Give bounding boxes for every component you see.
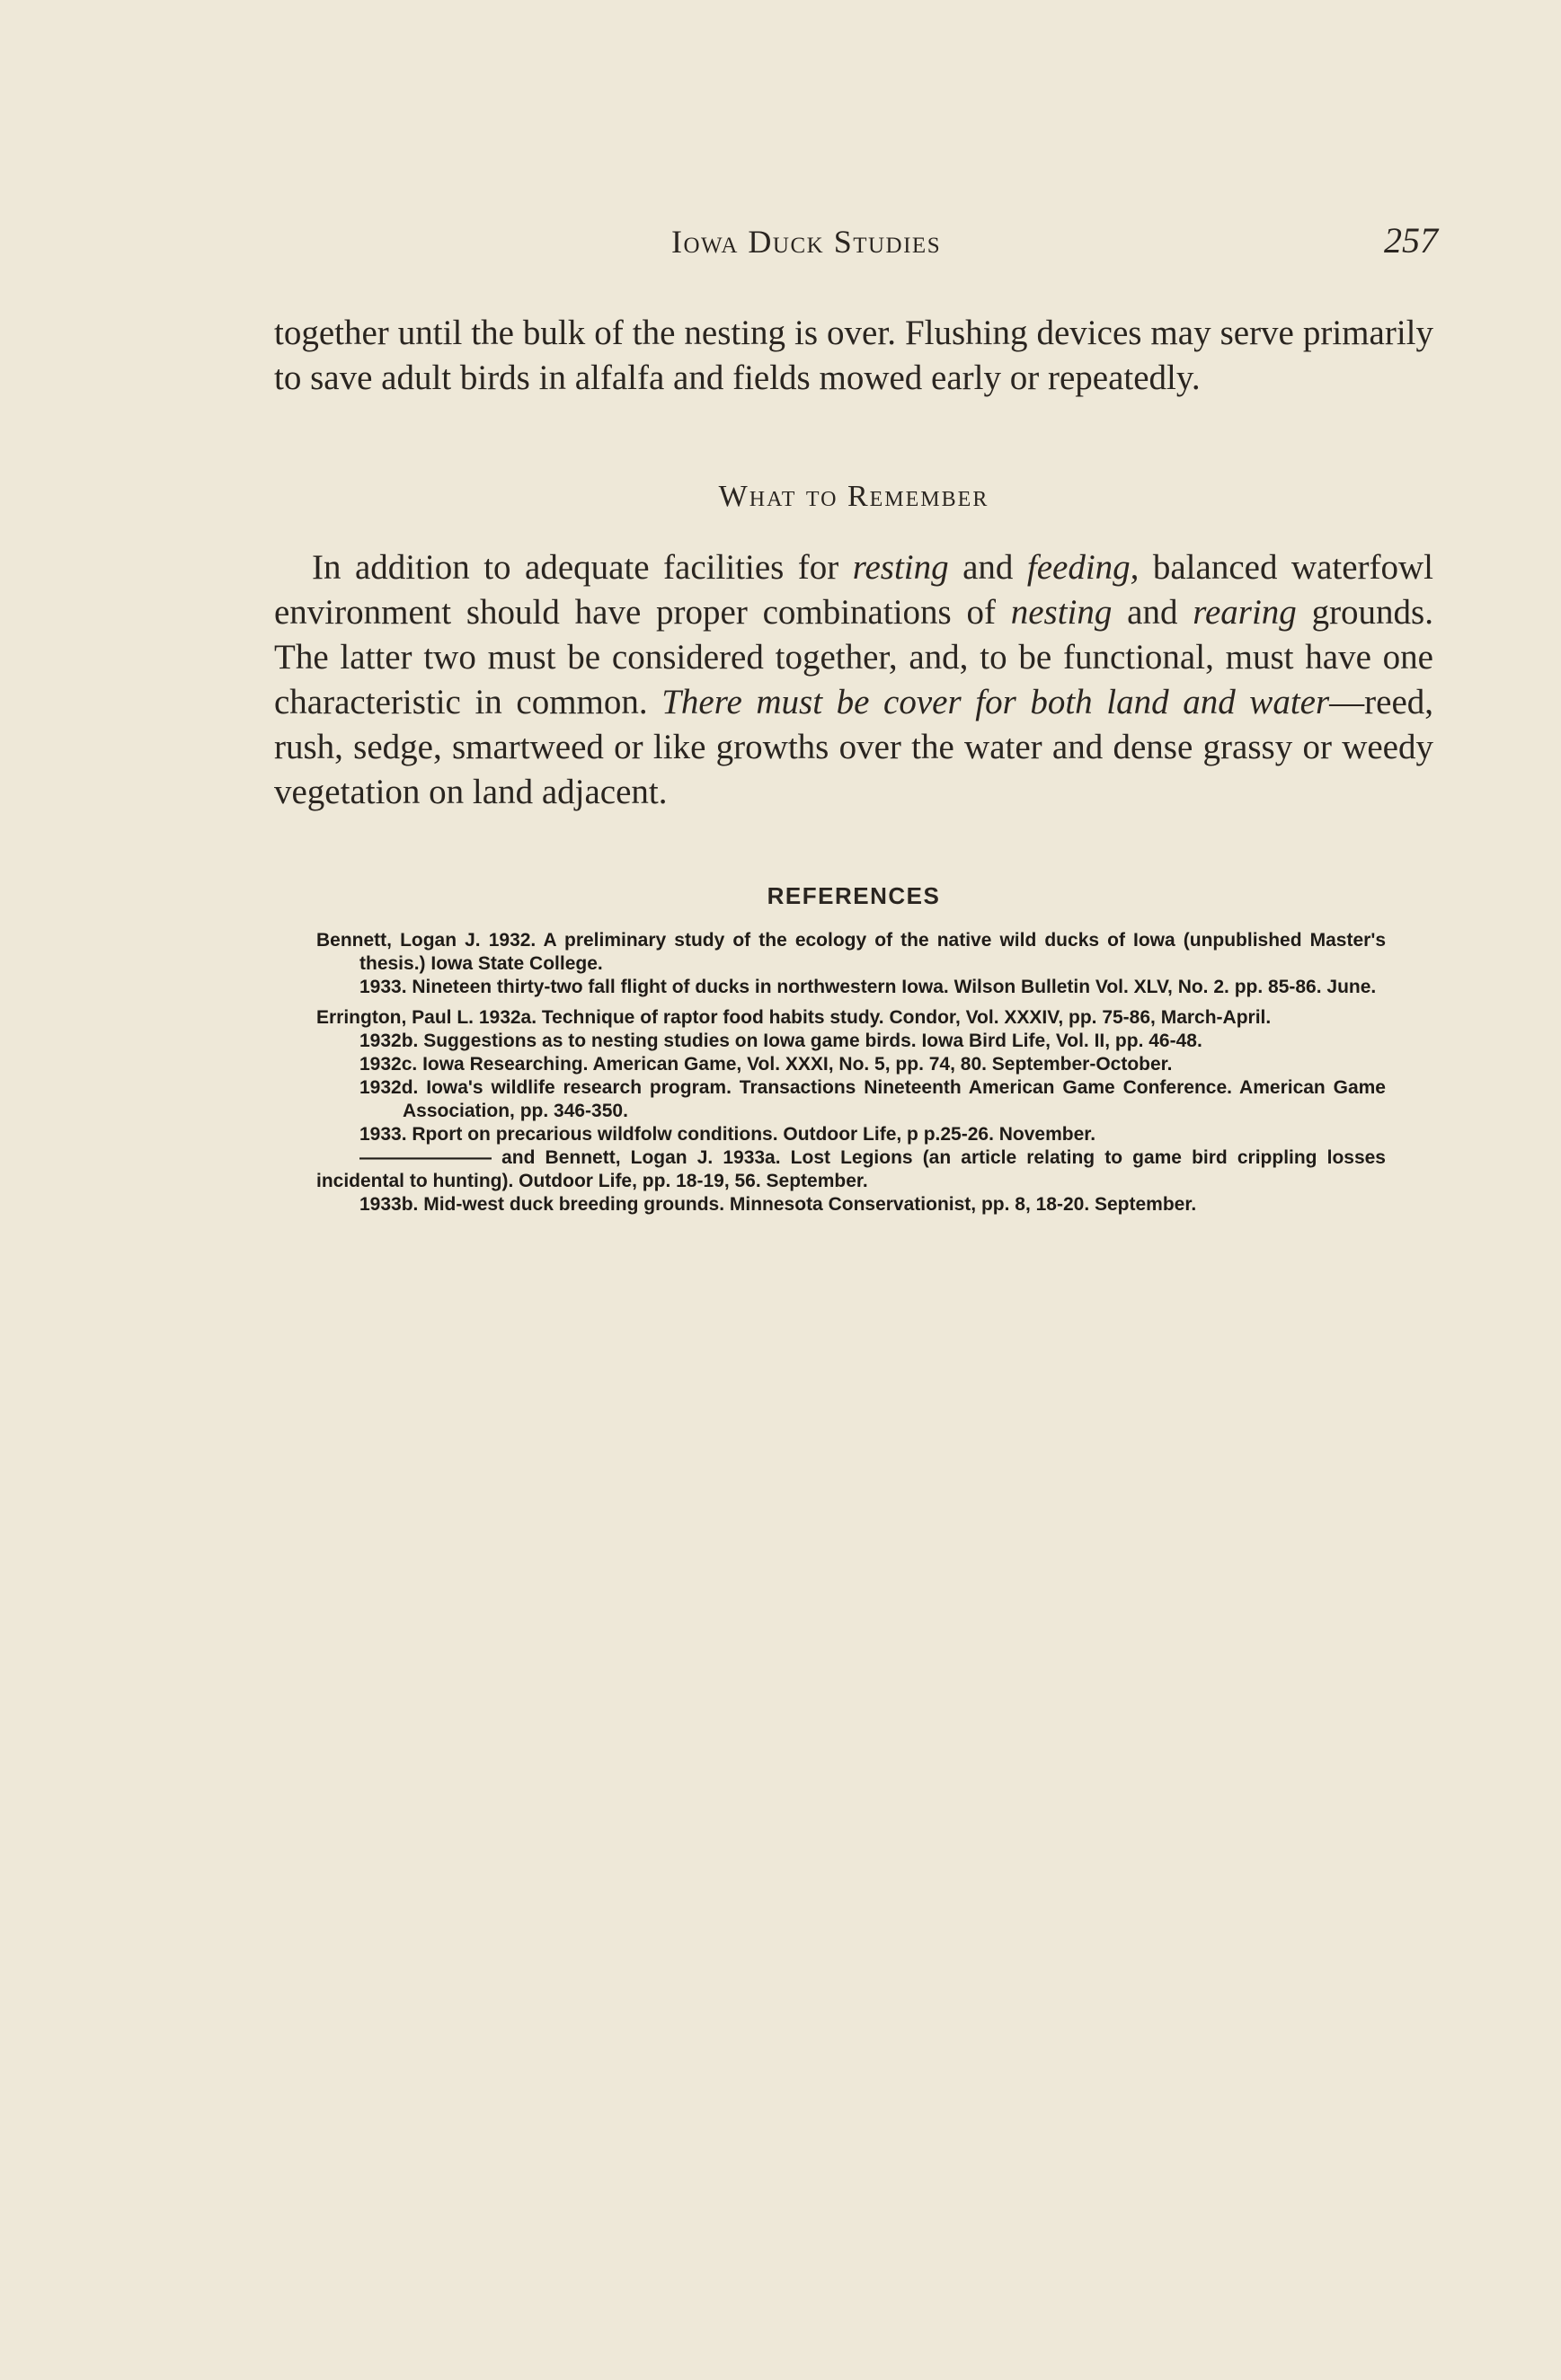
reference-entry: 1932b. Suggestions as to nesting studies on Iowa game birds. Iowa Bird Life, Vol. II, pp. 46-48. xyxy=(359,1031,1202,1051)
paragraph-continued: together until the bulk of the nesting is over. Flushing devices may serve primarily to save adult birds in alfalfa and fields mowed early or repeatedly. xyxy=(274,314,1433,397)
text-run: balanced waterfowl environment should have proper combinations of xyxy=(274,548,1433,632)
emphasis-cover: There must be cover for both land and water xyxy=(661,683,1330,721)
reference-entry: 1932d. Iowa's wildlife research program. Transactions Nineteenth American Game Conference. American Game Association, pp. 346-350. xyxy=(359,1077,1386,1121)
running-head xyxy=(270,220,1438,268)
reference-entry: Errington, Paul L. 1932a. Technique of raptor food habits study. Condor, Vol. XXXIV, pp. 75-86, March-April. xyxy=(316,1007,1272,1028)
page-number: 257 xyxy=(1384,220,1438,261)
text-run: —reed, rush, sedge, smartweed or like growths over the water and dense grassy or weedy vegetation on land adjacent. xyxy=(274,683,1434,811)
emphasis-resting: resting xyxy=(852,548,949,587)
emphasis-feeding: feeding, xyxy=(1026,548,1140,587)
emphasis-nesting: nesting xyxy=(1010,593,1113,632)
reference-entry: 1933. Nineteen thirty-two fall flight of ducks in northwestern Iowa. Wilson Bulletin Vol. XLV, No. 2. pp. 85-86. June. xyxy=(359,977,1377,997)
section-heading: What to Remember xyxy=(718,480,989,513)
text-run: and xyxy=(1112,593,1193,632)
reference-entry: ——————— and Bennett, Logan J. 1933a. Lost Legions (an article relating to game bird crippling losses incidental to hunting). Outdoor Life, pp. 18-19, 56. September. xyxy=(316,1147,1386,1191)
text-run: and xyxy=(948,548,1027,587)
reference-entry: 1932c. Iowa Researching. American Game, Vol. XXXI, No. 5, pp. 74, 80. September-October. xyxy=(359,1054,1173,1075)
reference-entry: Bennett, Logan J. 1932. A preliminary study of the ecology of the native wild ducks of Iowa (unpublished Master's thesis.) Iowa State College. xyxy=(316,930,1386,974)
text-run: In addition to adequate facilities for xyxy=(312,548,853,587)
reference-entry: 1933b. Mid-west duck breeding grounds. Minnesota Conservationist, pp. 8, 18-20. September. xyxy=(359,1194,1197,1215)
references-heading: REFERENCES xyxy=(767,882,941,909)
text-run: grounds. The latter two must be considered together, and, to be functional, must have one characteristic in common. xyxy=(274,593,1433,721)
paragraph-what-to-remember xyxy=(274,545,1433,815)
running-head-title: Iowa Duck Studies xyxy=(671,224,942,260)
references-list xyxy=(316,929,1386,1217)
reference-entry: 1933. Rport on precarious wildfolw conditions. Outdoor Life, p p.25-26. November. xyxy=(359,1124,1096,1145)
emphasis-rearing: rearing xyxy=(1193,593,1297,632)
